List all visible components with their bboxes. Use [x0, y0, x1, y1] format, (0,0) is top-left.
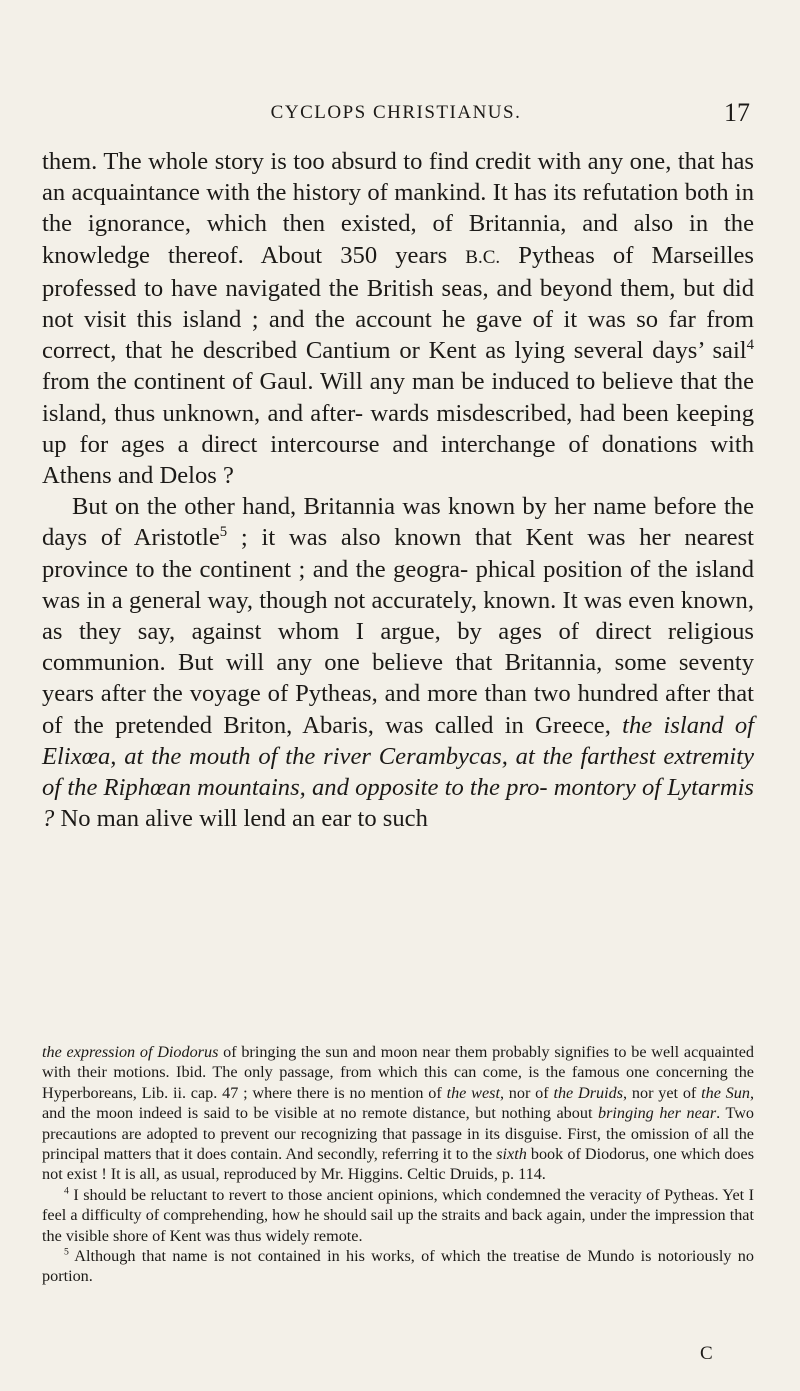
footnote-5 — [42, 1246, 754, 1287]
footnote-text: Although that name is not contained in his works, of which the treatise de Mundo is notoriously no portion. — [42, 1247, 754, 1286]
footnote-text: I should be reluctant to revert to those ancient opinions, which condemned the veracity of Pytheas. Yet I feel a difficulty of comprehending, how he should sail up the straits and back again, under the impression that the visible shore of Kent was thus widely remote. — [42, 1185, 754, 1245]
italic-quotation: the island of Elixœa, at the mouth of the river Cerambycas, at the farthest extremity of the Riphœan mountains, and opposite to the pro- montory of Lytarmis ? — [42, 711, 754, 833]
text-run: from the continent of Gaul. Will any man be induced to believe that the island, thus unknown, and after- wards misdescribed, had been keeping up for ages a direct intercourse and interchange of donations with Athens and Delos ? — [42, 368, 754, 490]
italic-text: the Sun — [701, 1083, 750, 1102]
text-run: , nor of — [499, 1083, 554, 1102]
text-run: book of Diodorus, one which does not exist ! It is all, as usual, reproduced by Mr. Higgins. Celtic Druids, p. 114. — [42, 1145, 755, 1184]
footnote-mark-5: 5 — [64, 1246, 69, 1258]
text-run: them. The whole story is too absurd to find credit with any one, that has an acquaintance with the history of mankind. It has its refutation both in the ignorance, which then existed, of Britannia, and also in the knowledge thereof. About 350 years — [42, 148, 754, 269]
text-run: . Two precautions are adopted to prevent our recognizing that passage in its disguise. First, the omission of all the principal matters that it does contain. And secondly, referring it to the — [42, 1104, 755, 1164]
signature-mark: C — [700, 1343, 713, 1364]
bc-abbreviation: B.C. — [465, 246, 501, 268]
italic-text: bringing her near — [598, 1104, 717, 1123]
text-run: , and the moon indeed is said to be visible at no remote distance, but nothing about — [42, 1083, 755, 1123]
footnote-4 — [42, 1185, 754, 1246]
footnote-continuation — [42, 1042, 754, 1185]
page-number: 17 — [724, 98, 750, 127]
paragraph-2 — [42, 491, 754, 834]
text-run: Pytheas of Marseilles professed to have navigated the British seas, and beyond them, but did not visit this island ; and the account he gave of it was so far from correct, that he described Cantium or Kent as lying several days’ sail — [42, 241, 754, 365]
text-run: No man alive will lend an ear to such — [54, 805, 428, 833]
italic-text: the west — [446, 1083, 500, 1102]
text-run: But on the other hand, Britannia was known by her name before the days of Aristotle — [42, 493, 754, 552]
text-run: of bringing the sun and moon near them probably signifies to be well acquainted with their motions. Ibid. The only passage, from which this can come, is the famous one concerning the Hyperboreans, Lib. ii. cap. 47 ; where there is no mention of — [42, 1043, 754, 1102]
footnote-ref-5: 5 — [219, 524, 228, 541]
text-run: , nor yet of — [623, 1083, 702, 1102]
italic-text: sixth — [496, 1145, 527, 1164]
body-text — [42, 146, 754, 834]
paragraph-1 — [42, 146, 754, 491]
footnote-mark-4: 4 — [64, 1185, 69, 1197]
italic-text: the expression of Diodorus — [42, 1043, 219, 1061]
footnotes — [42, 1042, 754, 1287]
page-header — [42, 98, 750, 132]
footnote-ref-4: 4 — [746, 337, 754, 354]
italic-text: the Druids — [553, 1083, 624, 1102]
text-run: ; it was also known that Kent was her nearest province to the continent ; and the geogra- phical position of the island was in a general way, though not accurately, known. It was even known, as they say, against whom I argue, by ages of direct religious communion. But will any one believe that Britannia, some seventy years after the voyage of Pytheas, and more than two hundred after that of the pretended Briton, Abaris, was called in Greece, — [42, 524, 754, 739]
running-head: CYCLOPS CHRISTIANUS. — [270, 102, 522, 123]
